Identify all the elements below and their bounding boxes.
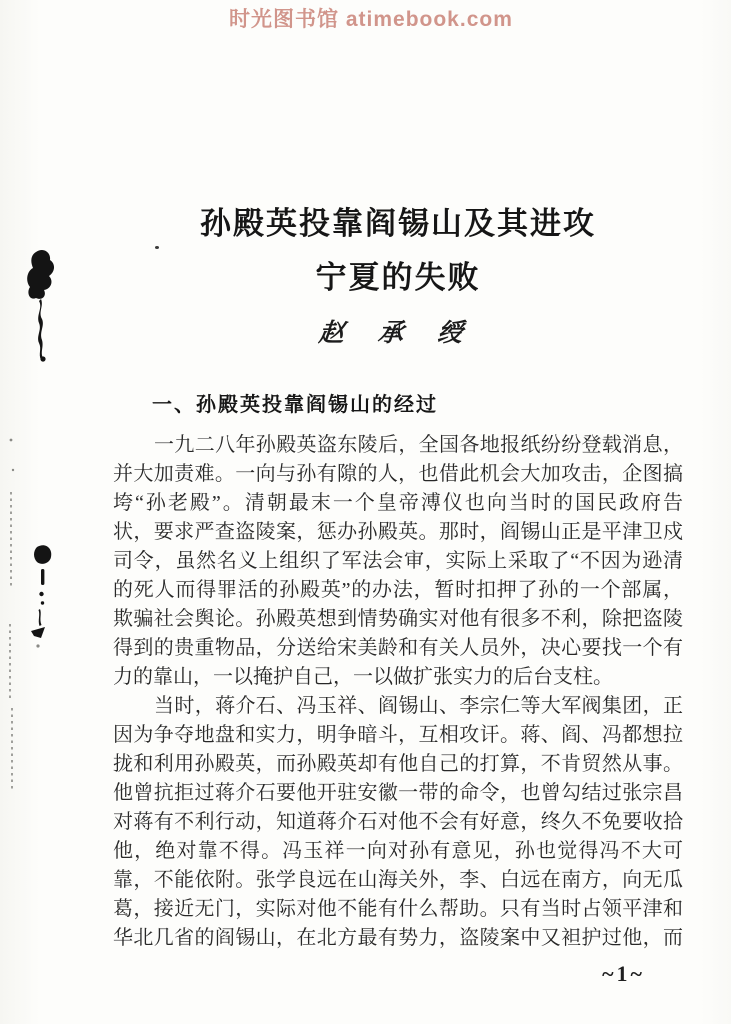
body-line: 力的靠山，一以掩护自己，一以做扩张实力的后台支柱。 bbox=[113, 666, 613, 688]
ink-mark-middle bbox=[31, 545, 51, 638]
body-line: 对蒋有不利行动，知道蒋介石对他不会有好意，终久不免要收拾 bbox=[113, 811, 683, 833]
body-line: 拢和利用孙殿英，而孙殿英却有他自己的打算，不肯贸然从事。 bbox=[113, 753, 683, 775]
body-line: 他曾抗拒过蒋介石要他开驻安徽一带的命令，也曾勾结过张宗昌 bbox=[113, 782, 683, 804]
title-line-2: 宁夏的失败 bbox=[315, 260, 481, 295]
body-line: 并大加责难。一向与孙有隙的人，也借此机会大加攻击，企图搞 bbox=[113, 463, 683, 485]
article-title bbox=[113, 205, 683, 297]
author-name: 赵 承 绶 bbox=[317, 320, 478, 347]
body-line: 欺骗社会舆论。孙殿英想到情势确实对他有很多不利，除把盗陵 bbox=[113, 608, 683, 630]
body-line: 状，要求严查盗陵案，惩办孙殿英。那时，阎锡山正是平津卫戍 bbox=[113, 521, 683, 543]
ink-marks bbox=[0, 0, 70, 1024]
body-line: 的死人而得罪活的孙殿英”的办法，暂时扣押了孙的一个部属， bbox=[113, 579, 683, 601]
body-line: 一九二八年孙殿英盗东陵后，全国各地报纸纷纷登载消息， bbox=[154, 434, 683, 456]
body-line: 华北几省的阎锡山，在北方最有势力，盗陵案中又袒护过他，而 bbox=[113, 927, 683, 949]
margin-scribbles bbox=[10, 492, 12, 790]
page-number: ~1~ bbox=[602, 961, 645, 986]
body-line: 靠，不能依附。张学良远在山海关外，李、白远在南方，向无瓜 bbox=[113, 869, 683, 891]
body-text bbox=[113, 431, 683, 953]
body-line: 司令，虽然名义上组织了军法会审，实际上采取了“不因为逊清 bbox=[113, 550, 683, 572]
body-line: 他，绝对靠不得。冯玉祥一向对孙有意见，孙也觉得冯不大可 bbox=[113, 840, 683, 862]
body-line: 葛，接近无门，实际对他不能有什么帮助。只有当时占领平津和 bbox=[113, 898, 683, 920]
ink-blot-top bbox=[27, 250, 54, 362]
watermark-text: 时光图书馆 atimebook.com bbox=[229, 8, 513, 31]
body-line: 得到的贵重物品，分送给宋美龄和有关人员外，决心要找一个有 bbox=[113, 637, 683, 659]
section-heading: 一、孙殿英投靠阎锡山的经过 bbox=[152, 394, 438, 416]
title-line-1: 孙殿英投靠阎锡山及其进攻 bbox=[200, 206, 596, 241]
margin-dots bbox=[10, 439, 40, 648]
body-line: 垮“孙老殿”。清朝最末一个皇帝溥仪也向当时的国民政府告 bbox=[113, 492, 683, 514]
body-line: 当时，蒋介石、冯玉祥、阎锡山、李宗仁等大军阀集团，正 bbox=[154, 695, 683, 717]
body-line: 因为争夺地盘和实力，明争暗斗，互相攻讦。蒋、阎、冯都想拉 bbox=[113, 724, 683, 746]
